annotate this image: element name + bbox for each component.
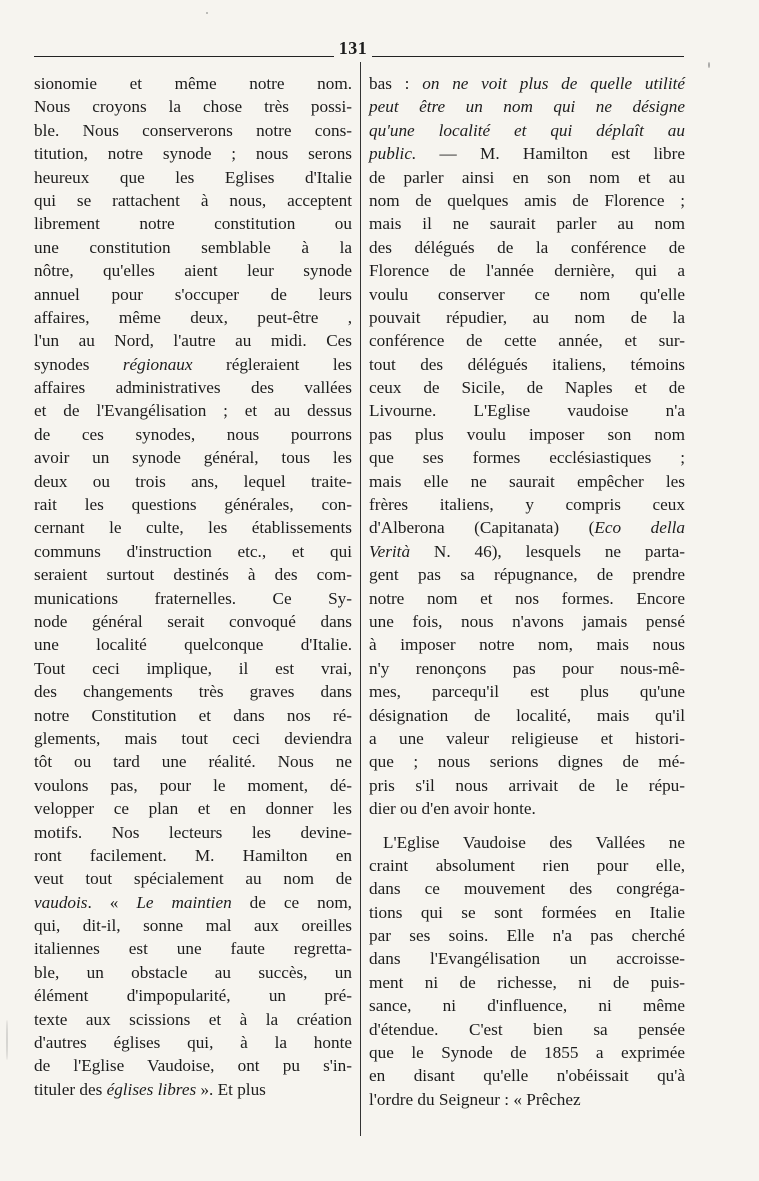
- text-line: [369, 831, 685, 854]
- text-run: ble, un obstacle au succès, un: [34, 962, 352, 982]
- text-line: [369, 704, 685, 727]
- text-run: pas plus voulu imposer son nom: [369, 424, 685, 444]
- text-line: [369, 854, 685, 877]
- header-rule-right: [372, 56, 684, 57]
- text-run: ment ni de richesse, ni de puis-: [369, 972, 685, 992]
- text-run: dans l'Evangélisation un accroisse-: [369, 949, 685, 969]
- text-line: [34, 984, 352, 1007]
- text-line: [34, 236, 352, 259]
- text-run: conférence de cette année, et sur-: [369, 331, 685, 351]
- text-run: librement notre constitution ou: [34, 214, 352, 234]
- text-run: seraient surtout destinés à des com-: [34, 565, 352, 585]
- text-line: [369, 1018, 685, 1041]
- text-run: régleraient les: [192, 354, 352, 374]
- text-line: [34, 540, 352, 563]
- text-run: avoir un synode général, tous les: [34, 448, 352, 468]
- text-line: [369, 493, 685, 516]
- italic-text: public.: [369, 144, 417, 164]
- text-line: [34, 376, 352, 399]
- text-run: ». Et plus: [196, 1079, 266, 1099]
- text-run: affaires, même deux, peut-être ,: [34, 307, 352, 327]
- text-run: d'Alberona (Capitanata) (: [369, 518, 595, 538]
- text-line: [369, 212, 685, 235]
- italic-text: Eco della: [594, 518, 685, 538]
- text-line: [34, 821, 352, 844]
- text-run: une localité quelconque d'Italie.: [34, 635, 352, 655]
- text-line: [34, 563, 352, 586]
- text-run: texte aux scissions et à la création: [34, 1009, 352, 1029]
- text-line: [34, 329, 352, 352]
- text-line: [369, 924, 685, 947]
- text-run: de ce nom,: [231, 892, 352, 912]
- text-line: [369, 587, 685, 610]
- text-line: [34, 891, 352, 914]
- text-run: ble. Nous conserverons notre cons-: [34, 120, 352, 140]
- text-line: [34, 797, 352, 820]
- text-line: [369, 633, 685, 656]
- text-run: gent pas sa répugnance, de prendre: [369, 565, 685, 585]
- text-line: [34, 166, 352, 189]
- text-line: [369, 657, 685, 680]
- text-line: [369, 399, 685, 422]
- text-line: [34, 259, 352, 282]
- text-line: [369, 470, 685, 493]
- italic-text: on ne voit plus de quelle utilité: [422, 74, 686, 93]
- text-line: [34, 95, 352, 118]
- text-run: mes, parcequ'il est plus qu'une: [369, 682, 685, 702]
- text-line: [369, 680, 685, 703]
- text-run: dier ou d'en avoir honte.: [369, 799, 536, 819]
- right-column: [369, 72, 685, 1111]
- text-run: annuel pour s'occuper de leurs: [34, 284, 352, 304]
- text-run: Nous croyons la chose très possi-: [34, 97, 352, 117]
- italic-text: vaudois: [34, 892, 88, 912]
- text-run: nom de quelques amis de Florence ;: [369, 190, 685, 210]
- text-line: [34, 961, 352, 984]
- text-line: [34, 633, 352, 656]
- text-run: notre nom et nos formes. Encore: [369, 588, 685, 608]
- text-run: titution, notre synode ; nous serons: [34, 144, 352, 164]
- text-run: node général serait convoqué dans: [34, 611, 352, 631]
- text-line: [34, 283, 352, 306]
- italic-text: Verità: [369, 541, 411, 561]
- right-paragraph-2: [369, 831, 685, 1112]
- text-line: [34, 306, 352, 329]
- text-line: [34, 212, 352, 235]
- text-run: Tout ceci implique, il est vrai,: [34, 658, 352, 678]
- text-run: glements, mais tout ceci deviendra: [34, 728, 352, 748]
- text-line: [369, 329, 685, 352]
- text-run: de parler ainsi en son nom et au: [369, 167, 685, 187]
- text-line: [34, 1031, 352, 1054]
- text-run: qui se rattachent à nous, acceptent: [34, 190, 352, 210]
- text-run: l'un au Nord, l'autre au midi. Ces: [34, 331, 352, 351]
- text-line: [369, 947, 685, 970]
- text-line: [369, 72, 685, 95]
- text-line: [34, 727, 352, 750]
- text-run: velopper ce plan et en donner les: [34, 799, 352, 819]
- paper-speck: [6, 1020, 8, 1060]
- right-paragraph-1: [369, 72, 685, 821]
- text-line: [34, 610, 352, 633]
- paper-speck: [206, 12, 208, 14]
- text-line: [34, 1054, 352, 1077]
- text-line: [369, 1041, 685, 1064]
- text-run: munications fraternelles. Ce Sy-: [34, 588, 352, 608]
- text-run: N. 46), lesquels ne parta-: [410, 541, 685, 561]
- text-run: tout des délégués italiens, témoins: [369, 354, 685, 374]
- text-line: [34, 493, 352, 516]
- text-line: [34, 844, 352, 867]
- text-line: [369, 563, 685, 586]
- text-run: en disant qu'elle n'obéissait qu'à: [369, 1066, 685, 1086]
- text-line: [369, 189, 685, 212]
- text-line: [34, 1008, 352, 1031]
- text-run: Florence de l'année dernière, qui a: [369, 261, 685, 281]
- text-line: [34, 399, 352, 422]
- text-line: [369, 750, 685, 773]
- italic-text: Le maintien: [136, 892, 232, 912]
- text-run: et de l'Evangélisation ; et au dessus: [34, 401, 352, 421]
- text-line: [34, 704, 352, 727]
- text-run: une fois, nous n'avons jamais pensé: [369, 611, 685, 631]
- text-run: voulons pas, pour le moment, dé-: [34, 775, 352, 795]
- text-line: [34, 680, 352, 703]
- text-line: [369, 1088, 685, 1111]
- italic-text: peut être un nom qui ne désigne: [369, 97, 685, 117]
- text-line: [369, 119, 685, 142]
- text-line: [34, 587, 352, 610]
- text-run: tôt ou tard une réalité. Nous ne: [34, 752, 352, 772]
- text-run: que le Synode de 1855 a exprimée: [369, 1043, 685, 1063]
- text-line: [34, 423, 352, 446]
- text-line: [34, 1078, 352, 1101]
- text-line: [34, 119, 352, 142]
- text-run: motifs. Nos lecteurs les devine-: [34, 822, 352, 842]
- text-line: [369, 423, 685, 446]
- text-line: [369, 236, 685, 259]
- text-run: cernant le culte, les établissements: [34, 518, 352, 538]
- text-run: . «: [87, 892, 137, 912]
- text-run: pouvait répudier, au nom de la: [369, 307, 685, 327]
- text-line: [369, 994, 685, 1017]
- text-line: [369, 774, 685, 797]
- paper-speck: [708, 62, 710, 68]
- text-line: [369, 166, 685, 189]
- text-line: [369, 516, 685, 539]
- text-run: d'étendue. C'est bien sa pensée: [369, 1019, 685, 1039]
- text-run: que ; nous serions dignes de mé-: [369, 752, 685, 772]
- text-run: de ces synodes, nous pourrons: [34, 424, 352, 444]
- text-run: sance, ni d'influence, ni même: [369, 996, 685, 1016]
- text-line: [34, 470, 352, 493]
- italic-text: qu'une localité et qui déplaît au: [369, 120, 685, 140]
- text-run: sionomie et même notre nom.: [34, 74, 352, 93]
- text-run: que ses formes ecclésiastiques ;: [369, 448, 685, 468]
- text-run: d'autres églises qui, à la honte: [34, 1033, 352, 1053]
- text-run: dans ce mouvement des congréga-: [369, 879, 685, 899]
- text-run: Livourne. L'Eglise vaudoise n'a: [369, 401, 685, 421]
- text-line: [34, 914, 352, 937]
- text-run: deux ou trois ans, lequel traite-: [34, 471, 352, 491]
- text-line: [369, 901, 685, 924]
- text-line: [34, 774, 352, 797]
- text-run: à imposer notre nom, mais nous: [369, 635, 685, 655]
- text-run: bas :: [369, 74, 423, 93]
- text-run: craint absolument rien pour elle,: [369, 855, 685, 875]
- text-run: synodes: [34, 354, 123, 374]
- text-line: [34, 142, 352, 165]
- text-line: [369, 540, 685, 563]
- paragraph-gap: [369, 821, 685, 831]
- page-number: 131: [338, 38, 368, 58]
- italic-text: régionaux: [122, 354, 193, 374]
- text-line: [369, 727, 685, 750]
- text-run: mais elle ne saurait empêcher les: [369, 471, 685, 491]
- text-run: n'y renonçons pas pour nous-mê-: [369, 658, 685, 678]
- text-run: une constitution semblable à la: [34, 237, 352, 257]
- text-run: heureux que les Eglises d'Italie: [34, 167, 352, 187]
- text-run: a une valeur religieuse et histori-: [369, 728, 685, 748]
- text-run: par ses soins. Elle n'a pas cherché: [369, 926, 685, 946]
- header-rule-left: [34, 56, 334, 57]
- italic-text: églises libres: [106, 1079, 197, 1099]
- text-run: communs d'instruction etc., et qui: [34, 541, 352, 561]
- text-run: tions qui se sont formées en Italie: [369, 902, 685, 922]
- text-run: élément d'impopularité, un pré-: [34, 986, 352, 1006]
- text-run: frères italiens, y compris ceux: [369, 495, 685, 515]
- text-line: [369, 283, 685, 306]
- text-run: notre Constitution et dans nos ré-: [34, 705, 352, 725]
- text-line: [34, 750, 352, 773]
- text-run: ront facilement. M. Hamilton en: [34, 845, 352, 865]
- text-run: nôtre, qu'elles aient leur synode: [34, 261, 352, 281]
- text-line: [369, 610, 685, 633]
- text-run: ceux de Sicile, de Naples et de: [369, 378, 685, 398]
- text-line: [34, 867, 352, 890]
- text-run: qui, dit-il, sonne mal aux oreilles: [34, 916, 352, 936]
- text-run: pris s'il nous arrivait de le répu-: [369, 775, 685, 795]
- text-run: veut tout spécialement au nom de: [34, 869, 352, 889]
- text-run: voulu conserver ce nom qu'elle: [369, 284, 685, 304]
- text-run: rait les questions générales, con-: [34, 495, 352, 515]
- text-line: [369, 446, 685, 469]
- left-column: [34, 72, 352, 1101]
- text-line: [369, 259, 685, 282]
- text-run: affaires administratives des vallées: [34, 378, 352, 398]
- text-line: [369, 376, 685, 399]
- text-run: des changements très graves dans: [34, 682, 352, 702]
- text-line: [34, 353, 352, 376]
- text-line: [369, 142, 685, 165]
- text-line: [369, 877, 685, 900]
- text-line: [369, 1064, 685, 1087]
- text-line: [369, 306, 685, 329]
- text-run: L'Eglise Vaudoise des Vallées ne: [383, 832, 685, 852]
- text-run: tituler des: [34, 1079, 107, 1099]
- text-line: [369, 971, 685, 994]
- text-line: [369, 797, 685, 820]
- text-line: [34, 657, 352, 680]
- text-line: [369, 353, 685, 376]
- text-run: — M. Hamilton est libre: [416, 144, 685, 164]
- text-line: [34, 516, 352, 539]
- text-run: mais il ne saurait parler au nom: [369, 214, 685, 234]
- text-line: [34, 72, 352, 95]
- text-line: [369, 95, 685, 118]
- text-line: [34, 446, 352, 469]
- text-run: des délégués de la conférence de: [369, 237, 685, 257]
- column-divider: [360, 62, 361, 1136]
- text-run: italiennes est une faute regretta-: [34, 939, 352, 959]
- text-run: l'ordre du Seigneur : « Prêchez: [369, 1089, 581, 1109]
- text-run: désignation de localité, mais qu'il: [369, 705, 685, 725]
- text-run: de l'Eglise Vaudoise, ont pu s'in-: [34, 1056, 352, 1076]
- text-line: [34, 937, 352, 960]
- text-line: [34, 189, 352, 212]
